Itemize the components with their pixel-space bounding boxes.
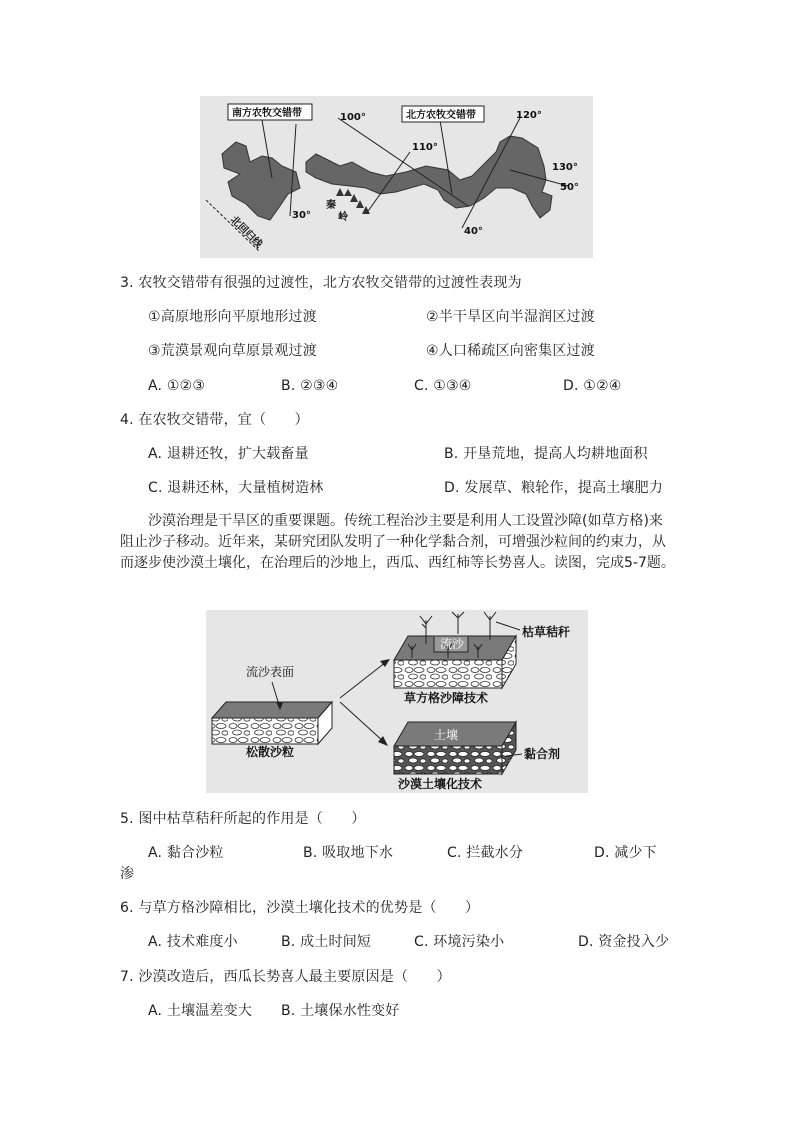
q3-item-2: ②半干旱区向半湿润区过渡	[426, 309, 595, 325]
q5-option-a: A. 黏合沙粒	[148, 845, 224, 861]
qinling-ridge-marks	[336, 188, 370, 214]
q5-option-d: D. 减少下	[594, 845, 657, 861]
q5-option-b: B. 吸取地下水	[303, 845, 394, 861]
q6-option-c: C. 环境污染小	[414, 934, 505, 950]
q5-stem: 5. 图中枯草秸秆所起的作用是（ ）	[120, 811, 366, 827]
q4-option-a: A. 退耕还牧，扩大载畜量	[148, 446, 309, 462]
sand-control-figure	[206, 610, 588, 793]
lon-100-label: 100°	[340, 112, 366, 123]
passage-text: 沙漠治理是干旱区的重要课题。传统工程治沙主要是利用人工设置沙障(如草方格)来阻止沙子移动。近年来，某研究团队发明了一种化学黏合剂，可增强沙粒间的约束力，从而逐步使沙漠土壤化，在治理后的沙地上，西瓜、西红柿等长势喜人。读图，完成5-7题。	[120, 513, 675, 571]
sand-control-diagram	[206, 610, 588, 793]
q5-option-c: C. 拦截水分	[447, 845, 524, 861]
straw-pointer	[496, 622, 520, 630]
q5-option-d-wrap: 渗	[120, 866, 135, 882]
ling-label: 岭	[338, 212, 348, 223]
soil-tech-label: 沙漠土壤化技术	[398, 777, 483, 791]
arrow-to-soil	[340, 702, 384, 742]
adhesive-label: 黏合剂	[524, 747, 561, 761]
arrow-to-grass	[340, 662, 386, 698]
q3-option-d: D. ①②④	[563, 378, 622, 394]
loose-sand-block	[212, 702, 332, 744]
q3-option-c: C. ①③④	[414, 378, 472, 394]
q7-option-b: B. 土壤保水性变好	[281, 1003, 400, 1019]
lat-50-label: 50°	[560, 182, 579, 193]
qin-label: 秦	[326, 200, 336, 211]
ecotone-map	[200, 96, 593, 258]
q3-option-b: B. ②③④	[281, 378, 339, 394]
q4-option-d: D. 发展草、粮轮作，提高土壤肥力	[444, 480, 664, 496]
lon-120-label: 120°	[516, 110, 542, 121]
lon-110-label: 110°	[412, 142, 438, 153]
q4-option-b: B. 开垦荒地，提高人均耕地面积	[444, 446, 648, 462]
q6-option-b: B. 成土时间短	[281, 934, 372, 950]
south-belt-label: 南方农牧交错带	[232, 108, 302, 119]
q3-item-3: ③荒漠景观向草原景观过渡	[148, 343, 317, 359]
quicksand-label: 流沙	[440, 637, 465, 651]
q7-stem: 7. 沙漠改造后，西瓜长势喜人最主要原因是（ ）	[120, 969, 451, 985]
q4-stem: 4. 在农牧交错带，宜（ ）	[120, 412, 309, 428]
south-ecotone-region	[222, 142, 300, 220]
q3-stem: 3. 农牧交错带有很强的过渡性，北方农牧交错带的过渡性表现为	[120, 275, 522, 291]
q6-stem: 6. 与草方格沙障相比，沙漠土壤化技术的优势是（ ）	[120, 900, 480, 916]
soil-label: 土壤	[434, 728, 459, 742]
q7-option-a: A. 土壤温差变大	[148, 1003, 253, 1019]
q6-option-d: D. 资金投入少	[578, 934, 670, 950]
quicksand-surface-label: 流沙表面	[246, 665, 295, 679]
q3-item-4: ④人口稀疏区向密集区过渡	[426, 343, 595, 359]
lon-130-label: 130°	[552, 162, 578, 173]
north-belt-label: 北方农牧交错带	[406, 110, 476, 121]
lat-30-label: 30°	[292, 210, 311, 221]
q3-item-1: ①高原地形向平原地形过渡	[148, 309, 317, 325]
tropic-label: 北回归线	[227, 214, 264, 251]
q6-option-a: A. 技术难度小	[148, 934, 238, 950]
grass-tech-label: 草方格沙障技术	[404, 691, 489, 705]
lat-40-label: 40°	[464, 226, 483, 237]
ecotone-map-figure	[200, 96, 593, 258]
loose-grains-label: 松散沙粒	[246, 745, 295, 759]
q4-option-c: C. 退耕还林，大量植树造林	[148, 480, 324, 496]
straw-label: 枯草秸秆	[522, 625, 571, 639]
q3-option-a: A. ①②③	[148, 378, 206, 394]
